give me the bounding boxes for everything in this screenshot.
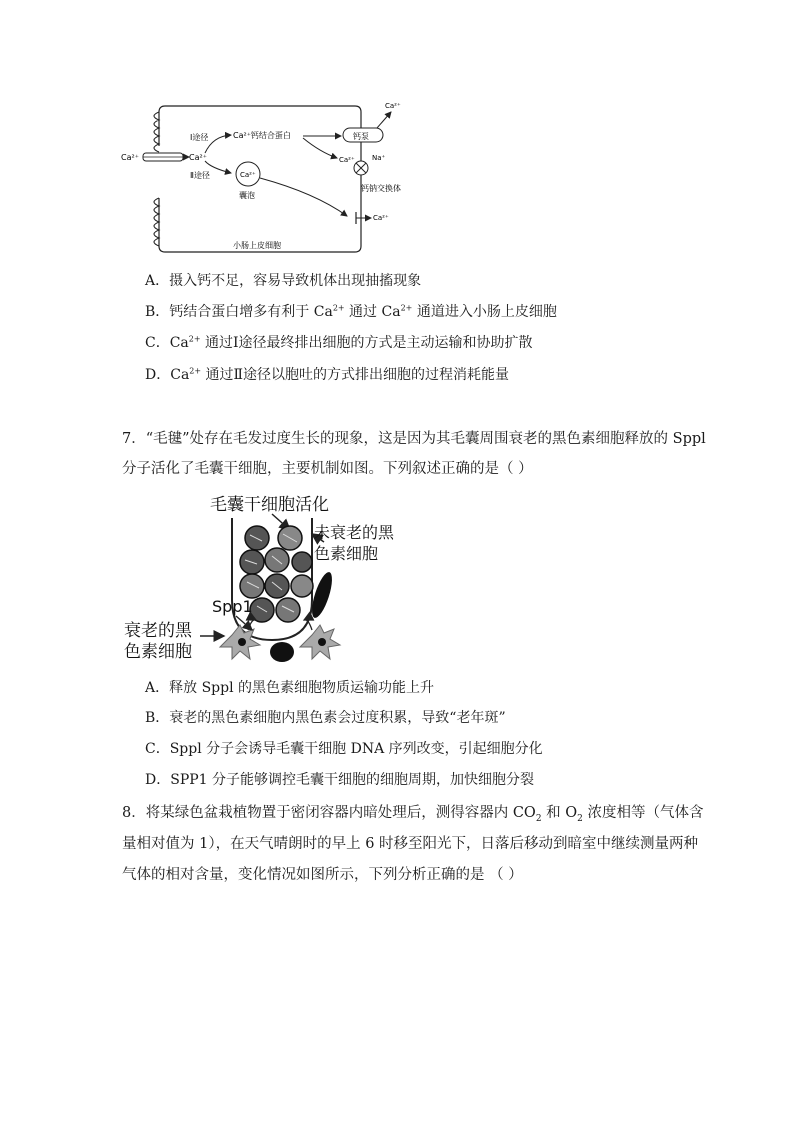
option-text: 摄入钙不足，容易导致机体出现抽搐现象	[169, 273, 422, 289]
option-letter: B．	[145, 304, 170, 320]
route-1-label: Ⅰ途径	[190, 133, 209, 142]
q7-stem-line-2: 分子活化了毛囊干细胞，主要机制如图。下列叙述正确的是（ ）	[122, 461, 533, 477]
old-melanocyte-label-1: 衰老的黑	[124, 621, 192, 641]
option-text: Sppl 分子会诱导毛囊干细胞 DNA 序列改变，引起细胞分化	[169, 741, 543, 757]
ca-pumped-out-label: Ca²⁺	[385, 102, 401, 110]
q7-option-a[interactable]	[145, 677, 434, 697]
superscript: 2+	[188, 334, 201, 344]
q8-text: 和 O	[541, 805, 578, 821]
q6-option-b[interactable]	[145, 301, 557, 321]
option-text: 通过Ⅱ途径以胞吐的方式排出细胞的过程消耗能量	[201, 367, 510, 383]
option-text: Ca	[169, 335, 189, 351]
option-letter: C．	[145, 741, 170, 757]
superscript: 2+	[332, 303, 345, 313]
q7-option-b[interactable]	[145, 707, 506, 727]
exchanger-label: 钙钠交换体	[361, 184, 401, 193]
binding-protein-label: Ca²⁺钙结合蛋白	[233, 131, 291, 140]
q7-option-d[interactable]	[145, 769, 534, 789]
option-text: 通道进入小肠上皮细胞	[412, 304, 557, 320]
calcium-transport-diagram	[115, 98, 415, 258]
ca-exocytosis-label: Ca²⁺	[373, 214, 389, 222]
ca-exchanger-label: Ca²⁺	[339, 156, 355, 164]
microvilli	[154, 112, 159, 246]
q8-text: 8．将某绿色盆栽植物置于密闭容器内暗处理后，测得容器内 CO	[122, 805, 536, 821]
q6-option-c[interactable]	[145, 332, 533, 352]
young-melanocyte-label-2: 色素细胞	[314, 544, 379, 563]
stem-cell-activation-title: 毛囊干细胞活化	[210, 495, 329, 515]
q6-option-a[interactable]	[145, 270, 421, 290]
option-letter: D．	[145, 367, 171, 383]
q6-option-d[interactable]	[145, 364, 509, 384]
option-letter: C．	[145, 335, 170, 351]
option-letter: D．	[145, 772, 171, 788]
option-letter: B．	[145, 710, 170, 726]
option-letter: A．	[145, 273, 170, 289]
vesicle-ion-label: Ca²⁺	[240, 171, 256, 179]
subscript: 2	[535, 813, 542, 824]
option-text: 释放 Sppl 的黑色素细胞物质运输功能上升	[169, 680, 435, 696]
option-text: 通过Ⅰ途径最终排出细胞的方式是主动运输和协助扩散	[200, 335, 533, 351]
na-label: Na⁺	[372, 154, 386, 162]
dermal-papilla	[270, 642, 294, 662]
ca-inside-label: Ca²⁺	[189, 153, 207, 162]
superscript: 2+	[189, 366, 202, 376]
q8-stem-line-3: 气体的相对含量，变化情况如图所示，下列分析正确的是 （ ）	[122, 867, 523, 883]
ca-outside-label: Ca²⁺	[121, 153, 139, 162]
cell-label: 小肠上皮细胞	[233, 241, 281, 250]
old-melanocyte-label-2: 色素细胞	[124, 642, 192, 662]
young-melanocyte-label-1: 未衰老的黑	[314, 523, 395, 542]
pump-label: 钙泵	[353, 132, 369, 141]
option-text: SPP1 分子能够调控毛囊干细胞的细胞周期，加快细胞分裂	[170, 772, 535, 788]
option-letter: A．	[145, 680, 170, 696]
option-text: 衰老的黑色素细胞内黑色素会过度积累，导致“老年斑”	[169, 710, 506, 726]
subscript: 2	[577, 813, 583, 824]
superscript: 2+	[400, 303, 413, 313]
option-text: Ca	[170, 367, 190, 383]
q8-stem-line-1	[122, 801, 704, 824]
option-text: 通过 Ca	[344, 304, 401, 320]
route-2-label: Ⅱ途径	[190, 171, 210, 180]
q7-option-c[interactable]	[145, 738, 543, 758]
q7-stem-line-1: 7．“毛毽”处存在毛发过度生长的现象，这是因为其毛囊周围衰老的黑色素细胞释放的 Sppl	[122, 431, 706, 447]
spp1-label: Spp1	[212, 597, 253, 616]
q8-text: 浓度相等（气体含	[582, 805, 704, 821]
vesicle-label: 囊泡	[239, 191, 255, 200]
hair-follicle-diagram	[112, 490, 422, 665]
option-text: 钙结合蛋白增多有利于 Ca	[169, 304, 333, 320]
q8-stem-line-2: 量相对值为 1），在天气晴朗时的早上 6 时移至阳光下，日落后移动到暗室中继续测量两种	[122, 836, 699, 852]
